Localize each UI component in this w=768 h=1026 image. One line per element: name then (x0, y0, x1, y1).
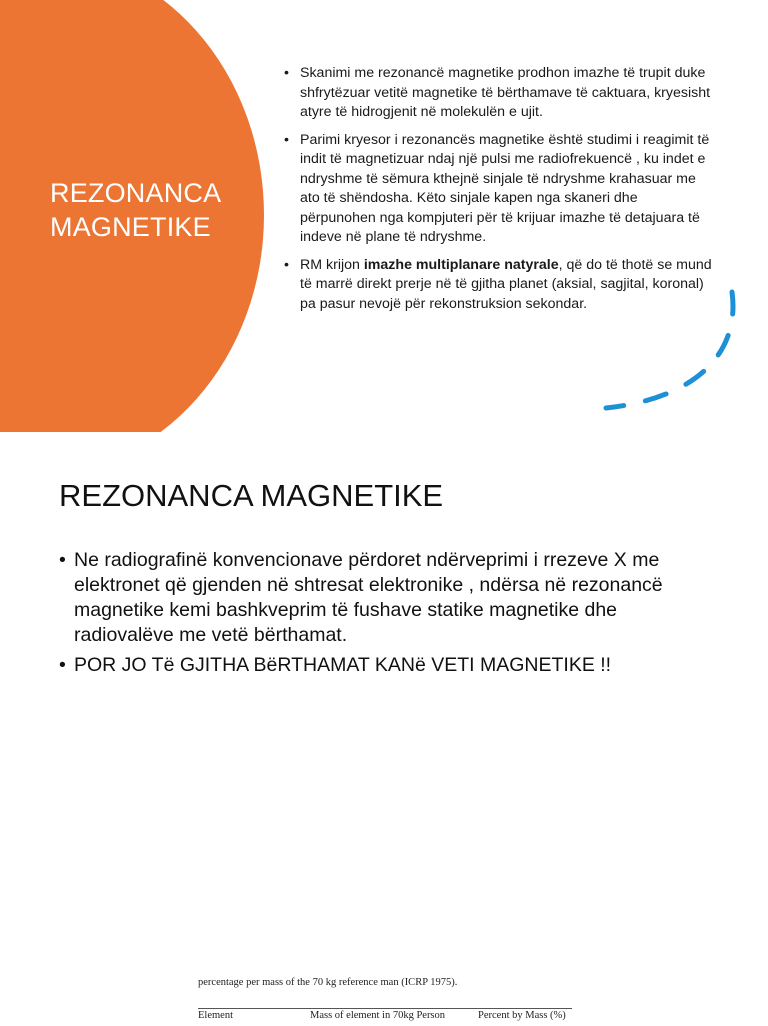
table-top-rule (198, 1008, 572, 1009)
slide-2-bullet: • Ne radiografinë konvencionave përdoret ndërveprimi i rrezeve X me elektronet që gjenden në shtresat elektronike , ndërsa në rezonancë magnetike kemi bashkveprim të fushave statike magnetike dhe radiovalëve me vetë bërthamat. (59, 548, 719, 648)
slide-1-title-line-1: REZONANCA (50, 178, 222, 208)
table-header-mass: Mass of element in 70kg Person (310, 1010, 446, 1021)
table-caption: percentage per mass of the 70 kg reference man (ICRP 1975). (198, 977, 458, 988)
table-header-element: Element (198, 1010, 233, 1021)
slide-2-title: REZONANCA MAGNETIKE (59, 478, 444, 513)
slide-2-bullet: • POR JO Të GJITHA BëRTHAMAT KANë VETI MAGNETIKE !! (59, 653, 719, 678)
slide-1-title-line-2: MAGNETIKE (50, 212, 211, 242)
slide-1-bullet: • Parimi kryesor i rezonancës magnetike është studimi i reagimit të indit të magnetizuar ndaj një pulsi me radiofrekuencë , ku indet e ndryshme të sëmura kthejnë sinjale të ndryshme krahasuar me ato të shëndosha. Këto sinjale kapen nga skaneri dhe përpunohen nga kompjuteri për të krijuar imazhe të detajuara të indeve në plane të ndryshme. (284, 131, 716, 248)
table-header-percent: Percent by Mass (%) (478, 1010, 566, 1021)
dashed-arc-decoration (590, 280, 750, 430)
slide-1-bullet: • Skanimi me rezonancë magnetike prodhon imazhe të trupit duke shfrytëzuar vetitë magnetike të bërthamave të caktuara, kryesisht atyre të hidrogjenit në molekulën e ujit. (284, 64, 716, 123)
bullet-text: , që do të thotë se mund të marrë direkt prerje në të gjitha planet (aksial, sagjital, koronal) pa pasur nevojë për rekonstruksion sekondar. (300, 256, 712, 312)
bullet-text: RM krijon (300, 256, 364, 273)
slide-2 (0, 442, 768, 1024)
slide-1 (0, 0, 768, 432)
bullet-bold-text: imazhe multiplanare natyrale (363, 256, 559, 273)
slide-2-bullet-list (59, 548, 719, 683)
slide-1-title (50, 176, 260, 244)
